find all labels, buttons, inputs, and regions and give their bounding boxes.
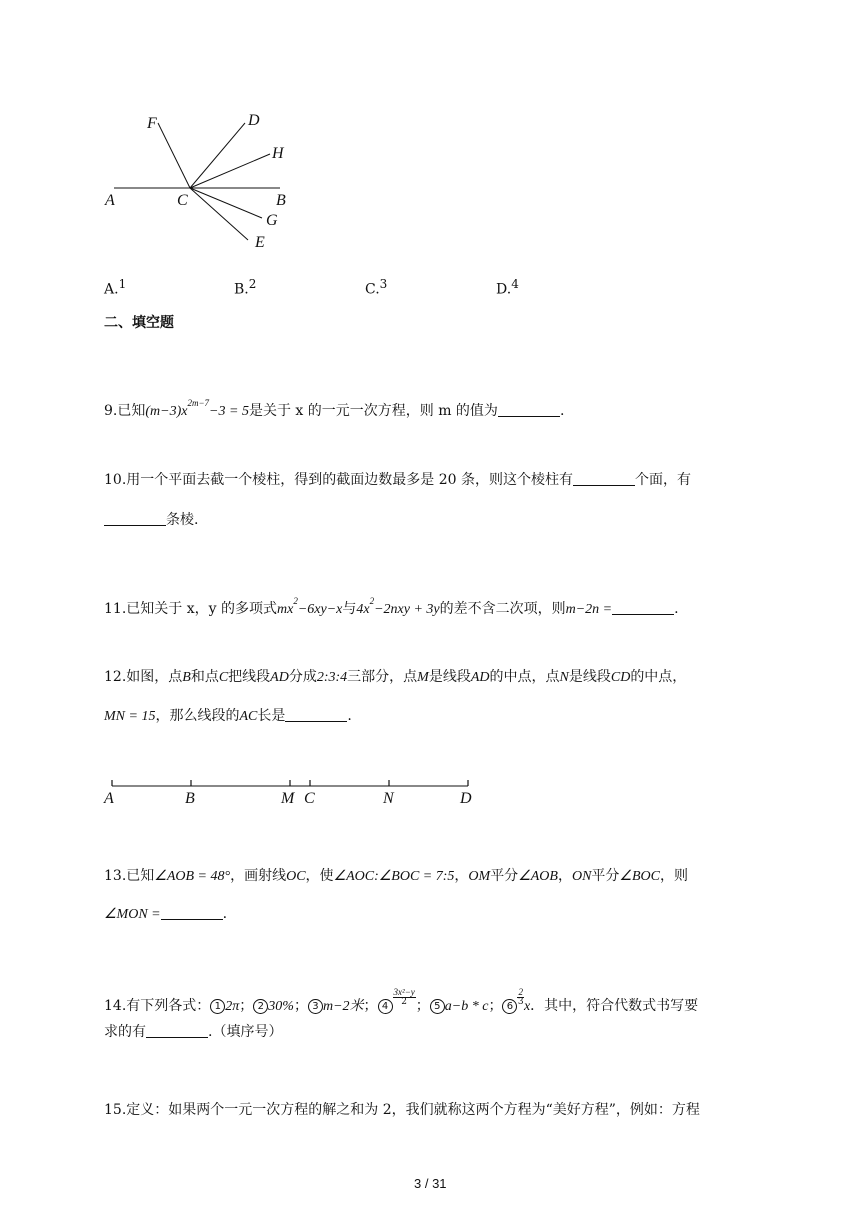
question-14-line1: 14.有下列各式： 1 2π； 2 30%； 3 m−2米； 4 $\frac{\text{3x²−y}}{2}$ ； 5 a−b * c； 6 $\frac{2}{3}$ x．其中，符合代数式书写要	[104, 987, 699, 1014]
option-c: C.$^3$	[365, 277, 388, 298]
label-f: F	[147, 115, 157, 132]
answer-blank[interactable]	[146, 1023, 208, 1038]
answer-blank[interactable]	[498, 402, 560, 417]
ray-cd	[190, 123, 245, 188]
label-a: A	[105, 192, 115, 209]
label-b: B	[276, 192, 286, 209]
seg-label-b: B	[185, 790, 195, 807]
question-11: 11.已知关于 x，y 的多项式$mx^2-6xy-x$与$4x^2-2nxy + 3y$的差不含二次项，则m−2n = .	[104, 596, 679, 617]
answer-blank[interactable]	[104, 511, 166, 526]
page-number: 3 / 31	[414, 1176, 447, 1191]
label-h: H	[272, 145, 284, 162]
question-13-line1: 13.已知∠AOB = 48°，画射线OC，使∠AOC:∠BOC = 7:5，OM平分∠AOB，ON平分∠BOC，则	[104, 868, 688, 884]
question-14-line2: 求的有 .（填序号）	[104, 1024, 283, 1040]
label-e: E	[255, 234, 265, 251]
label-d: D	[248, 112, 260, 129]
seg-label-d: D	[460, 790, 472, 807]
angle-figure	[100, 108, 300, 258]
question-15: 15.定义：如果两个一元一次方程的解之和为 2，我们就称这两个方程为“美好方程”，例如：方程	[104, 1102, 700, 1118]
label-g: G	[266, 212, 278, 229]
option-d: D.$^4$	[496, 277, 519, 298]
seg-label-c: C	[304, 790, 315, 807]
label-c: C	[177, 192, 188, 209]
question-10-line2: 条棱.	[104, 510, 198, 530]
answer-blank[interactable]	[612, 600, 674, 615]
question-9: 9.已知$(m-3)x^{2m-7}-3 = 5$是关于 x 的一元一次方程，则 m 的值为 .	[104, 398, 565, 419]
answer-blank[interactable]	[161, 905, 223, 920]
option-a: A.$^1$	[104, 277, 127, 298]
seg-label-n: N	[383, 790, 394, 807]
ray-ch	[190, 154, 270, 188]
question-12-line2: MN = 15，那么线段的AC长是 .	[104, 708, 352, 724]
question-12-line1: 12.如图，点B和点C把线段AD分成2:3:4三部分，点M是线段AD的中点，点N是线段CD的中点，	[104, 669, 687, 685]
question-10-line1: 10.用一个平面去截一个棱柱，得到的截面边数最多是 20 条，则这个棱柱有 个面，有	[104, 472, 691, 488]
seg-label-a: A	[104, 790, 114, 807]
answer-blank[interactable]	[285, 707, 347, 722]
answer-blank[interactable]	[573, 471, 635, 486]
fraction-6: $\frac{2}{3}$	[517, 987, 524, 1007]
option-b: B.$^2$	[234, 277, 257, 298]
ray-cf	[158, 123, 190, 188]
ray-ce	[190, 188, 248, 240]
fraction-4: $\frac{\text{3x²−y}}{2}$	[393, 987, 415, 1007]
question-13-line2: ∠MON = .	[104, 906, 228, 922]
seg-label-m: M	[281, 790, 295, 807]
ray-cg	[190, 188, 262, 218]
section-title: 二、填空题	[104, 315, 174, 331]
